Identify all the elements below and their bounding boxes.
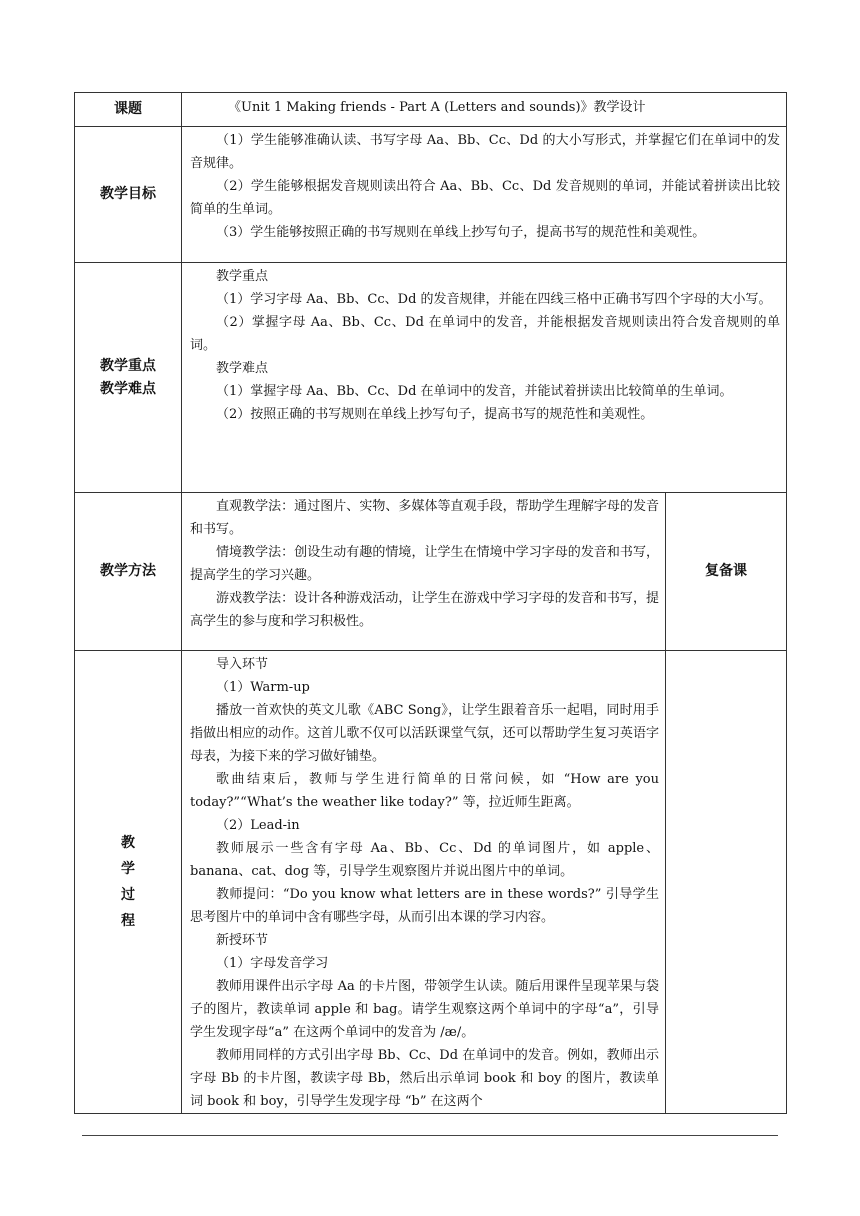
difficult-item: （2）按照正确的书写规则在单线上抄写句子，提高书写的规范性和美观性。: [216, 407, 654, 422]
methods-row: [75, 493, 787, 651]
process-subheading: （2）Lead-in: [216, 818, 300, 833]
difficult-item: （1）掌握字母 Aa、Bb、Cc、Dd 在单词中的发音，并能试着拼读出比较简单的生单词。: [216, 384, 733, 399]
process-heading: 新授环节: [216, 933, 269, 948]
method-item: 情境教学法：创设生动有趣的情境，让学生在情境中学习字母的发音和书写，提高学生的学习兴趣。: [190, 545, 659, 583]
difficult-heading: 教学难点: [216, 361, 269, 376]
objective-item: （1）学生能够准确认读、书写字母 Aa、Bb、Cc、Dd 的大小写形式，并掌握它们在单词中的发音规律。: [190, 133, 780, 171]
title-cell: [182, 93, 787, 127]
lesson-plan-table: [74, 92, 787, 1114]
objective-item: （3）学生能够按照正确的书写规则在单线上抄写句子，提高书写的规范性和美观性。: [216, 225, 706, 240]
key-points-row: [75, 263, 787, 493]
methods-label: 教学方法: [75, 493, 182, 651]
key-points-label: [75, 263, 182, 493]
process-paragraph: 教师提问：“Do you know what letters are in these words?” 引导学生思考图片中的单词中含有哪些字母，从而引出本课的学习内容。: [190, 887, 659, 925]
key-item: （1）学习字母 Aa、Bb、Cc、Dd 的发音规律，并能在四线三格中正确书写四个字母的大小写。: [216, 292, 772, 307]
objective-item: （2）学生能够根据发音规则读出符合 Aa、Bb、Cc、Dd 发音规则的单词，并能试着拼读出比较简单的生单词。: [190, 179, 780, 217]
key-points-cell: [182, 263, 787, 493]
process-label: 教学过程: [121, 835, 135, 929]
process-row: [75, 651, 787, 1114]
process-subheading: （1）字母发音学习: [216, 956, 329, 971]
objectives-row: [75, 127, 787, 263]
title-label: 课题: [75, 93, 182, 127]
objectives-label: 教学目标: [75, 127, 182, 263]
process-cell: [182, 651, 666, 1114]
method-item: 游戏教学法：设计各种游戏活动，让学生在游戏中学习字母的发音和书写，提高学生的参与度和学习积极性。: [190, 591, 659, 629]
process-heading: 导入环节: [216, 657, 269, 672]
key-label-line-1: 教学重点: [100, 357, 156, 374]
key-label-line-2: 教学难点: [100, 380, 156, 397]
methods-cell: [182, 493, 666, 651]
title-row: [75, 93, 787, 127]
method-item: 直观教学法：通过图片、实物、多媒体等直观手段，帮助学生理解字母的发音和书写。: [190, 499, 659, 537]
key-item: （2）掌握字母 Aa、Bb、Cc、Dd 在单词中的发音，并能根据发音规则读出符合发音规则的单词。: [190, 315, 780, 353]
process-subheading: （1）Warm-up: [216, 680, 310, 695]
process-label-cell: [75, 651, 182, 1114]
process-paragraph: 歌曲结束后，教师与学生进行简单的日常问候，如 “How are you today?”“What’s the weather like today?” 等，拉近师生距离。: [190, 772, 659, 810]
review-label: 复备课: [666, 493, 787, 651]
footer-divider: [82, 1135, 778, 1136]
process-paragraph: 播放一首欢快的英文儿歌《ABC Song》，让学生跟着音乐一起唱，同时用手指做出相应的动作。这首儿歌不仅可以活跃课堂气氛，还可以帮助学生复习英语字母表，为接下来的学习做好铺垫。: [190, 703, 659, 764]
process-notes-cell: [666, 651, 787, 1114]
objectives-cell: [182, 127, 787, 263]
title-value: 《Unit 1 Making friends - Part A (Letters and sounds)》教学设计: [228, 100, 646, 115]
process-paragraph: 教师用课件出示字母 Aa 的卡片图，带领学生认读。随后用课件呈现苹果与袋子的图片，教读单词 apple 和 bag。请学生观察这两个单词中的字母“a”，引导学生发现字母“a” 在这两个单词中的发音为 /æ/。: [190, 979, 659, 1040]
process-paragraph: 教师用同样的方式引出字母 Bb、Cc、Dd 在单词中的发音。例如，教师出示字母 Bb 的卡片图，教读字母 Bb，然后出示单词 book 和 boy 的图片，教读单词 book 和 boy，引导学生发现字母 “b” 在这两个: [190, 1048, 659, 1109]
key-heading: 教学重点: [216, 269, 269, 284]
process-paragraph: 教师展示一些含有字母 Aa、Bb、Cc、Dd 的单词图片，如 apple、banana、cat、dog 等，引导学生观察图片并说出图片中的单词。: [190, 841, 659, 879]
